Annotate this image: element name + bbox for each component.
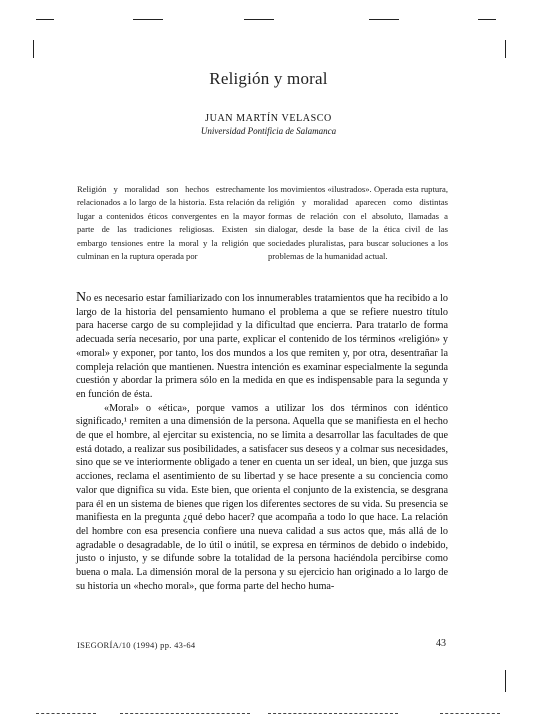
crop-mark — [478, 19, 496, 20]
abstract-column-right: los movimientos «ilustrados». Operada esta ruptura, religión y moralidad aparecen como distintas formas de relación con el absoluto, llamadas a dialogar, desde la base de la ética civil de las sociedades pluralistas, para buscar soluciones a los problemas de la humanidad actual. — [268, 184, 448, 262]
body-paragraph — [76, 291, 448, 402]
page-number: 43 — [436, 638, 446, 649]
crop-mark — [505, 670, 506, 692]
crop-mark — [369, 19, 399, 20]
body-paragraph: «Moral» o «ética», porque vamos a utilizar los dos términos con idéntico significado,¹ remiten a una dimensión de la persona. Aquella que se manifiesta en el hecho de que el hombre, al ejercitar su existencia, no se limita a desarrollar las facultades de que está dotado, a realizar sus posibilidades, a satisfacer sus deseos y a colmar sus necesidades, sino que se ve interiormente obligado a tener en cuenta un ser ideal, un bien, que juzga sus acciones, reclama el asentimiento de su libertad y se hace presente a su conciencia como valor que dignifica su vida. Este bien, que orienta el conjunto de la existencia, se desgrana para él en un sistema de bienes que rigen los diferentes sectores de su vida. Su presencia se manifiesta en la pregunta ¿qué debo hacer? que acompaña a todo lo que hace. La relación del hombre con esa presencia confiere una nueva calidad a sus actos que, más allá de lo agradable o desagradable, de lo útil o inútil, se expresa en términos de debido o indebido, justo o injusto, y se difunde sobre la totalidad de la persona haciéndola percibirse como buena o mala. La dimensión moral de la persona y su ejercicio han originado a lo largo de su historia un «hecho moral», que forma parte del hecho huma- — [76, 402, 448, 592]
crop-mark — [36, 713, 96, 714]
article-author: JUAN MARTÍN VELASCO — [205, 113, 332, 124]
crop-mark — [133, 19, 163, 20]
abstract-column-left: Religión y moralidad son hechos estrechamente relacionados a lo largo de la historia. Esta relación da lugar a contenidos éticos convergentes en la mayor parte de las tradiciones religiosas. Existen sin embargo tensiones entre la moral y la religión que culminan en la ruptura operada por — [77, 184, 265, 262]
author-affiliation: Universidad Pontificia de Salamanca — [200, 126, 337, 136]
crop-mark — [33, 40, 34, 58]
crop-mark — [505, 40, 506, 58]
paragraph-text: o es necesario estar familiarizado con los innumerables tratamientos que ha recibido a lo largo de la historia del pensamiento humano el problema a que se refiere nuestro título para hacerse cargo de su complejidad y la dificultad que encierra. Para tratarlo de forma adecuada sería necesario, por una parte, explicar el contenido de los términos «religión» y «moral» y exponer, por tanto, los dos mundos a los que remiten y, por otra, desentrañar la compleja relación que mantienen. Nuestra intención es examinar especialmente la segunda cuestión y abordar la primera sólo en la medida en que es indispensable para la segunda y en función de ésta. — [76, 293, 448, 400]
crop-mark — [440, 713, 500, 714]
crop-mark — [120, 713, 250, 714]
journal-citation: ISEGORÍA/10 (1994) pp. 43-64 — [77, 640, 196, 650]
article-body — [76, 291, 448, 593]
initial-letter: N — [76, 290, 87, 305]
crop-mark — [244, 19, 274, 20]
article-title: Religión y moral — [209, 69, 328, 88]
crop-mark — [36, 19, 54, 20]
crop-mark — [268, 713, 398, 714]
